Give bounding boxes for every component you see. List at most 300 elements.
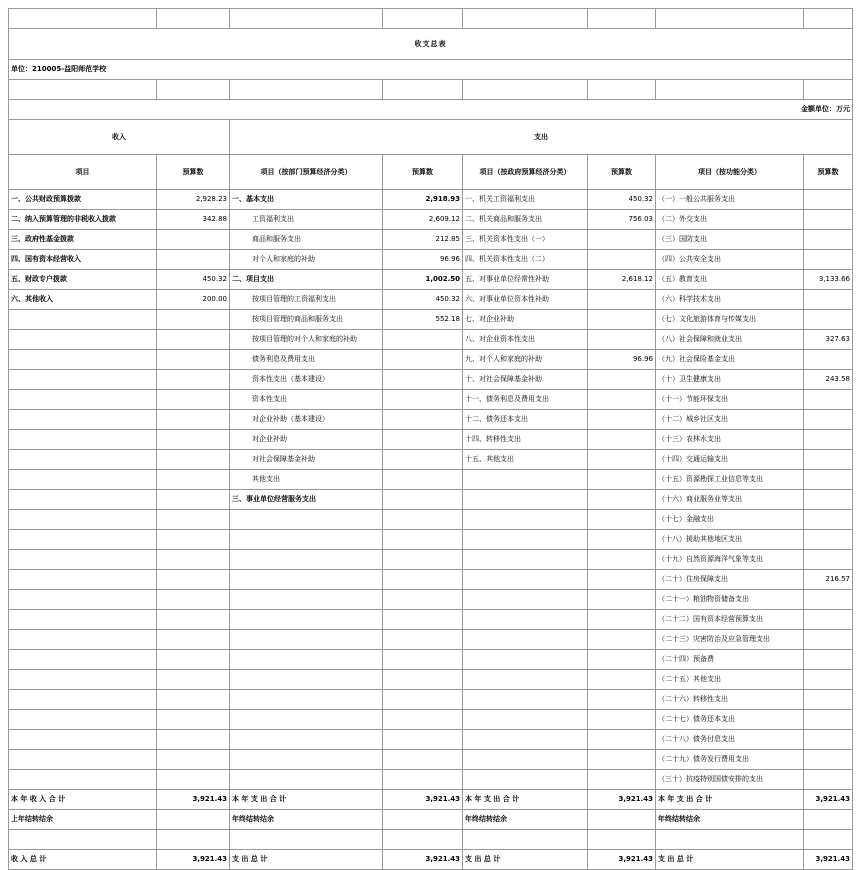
gov-item — [463, 730, 588, 750]
dept-budget — [383, 370, 463, 390]
col-header-gov-budget: 预算数 — [588, 155, 656, 190]
gov-budget — [588, 330, 656, 350]
income-budget — [157, 650, 230, 670]
gov-item: 九、对个人和家庭的补助 — [463, 350, 588, 370]
dept-budget — [383, 650, 463, 670]
income-budget — [157, 390, 230, 410]
dept-budget — [383, 450, 463, 470]
gov-budget — [588, 290, 656, 310]
income-item — [9, 470, 157, 490]
table-row — [9, 230, 853, 250]
gov-item: 五、对事业单位经常性补助 — [463, 270, 588, 290]
income-item — [9, 590, 157, 610]
table-row — [9, 610, 853, 630]
col-header-func-item: 项目（按功能分类） — [656, 155, 804, 190]
dept-budget — [383, 530, 463, 550]
gov-budget — [588, 430, 656, 450]
income-item — [9, 510, 157, 530]
table-row — [9, 390, 853, 410]
table-row — [9, 410, 853, 430]
income-item: 三、政府性基金拨款 — [9, 230, 157, 250]
gov-budget — [588, 490, 656, 510]
expense-total-label-gov: 本 年 支 出 合 计 — [463, 790, 588, 810]
func-item: （四）公共安全支出 — [656, 250, 804, 270]
gov-item — [463, 670, 588, 690]
table-row — [9, 690, 853, 710]
expense-carry-label-dept: 年终结转结余 — [230, 810, 383, 830]
income-budget: 200.00 — [157, 290, 230, 310]
table-row — [9, 370, 853, 390]
gov-item: 八、对企业资本性支出 — [463, 330, 588, 350]
income-budget — [157, 770, 230, 790]
dept-budget — [383, 750, 463, 770]
func-item: （二十五）其他支出 — [656, 670, 804, 690]
func-item: （七）文化旅游体育与传媒支出 — [656, 310, 804, 330]
income-budget — [157, 570, 230, 590]
col-header-income-budget: 预算数 — [157, 155, 230, 190]
func-item: （十七）金融支出 — [656, 510, 804, 530]
func-item: （十二）城乡社区支出 — [656, 410, 804, 430]
expense-total-label-dept: 本 年 支 出 合 计 — [230, 790, 383, 810]
func-item: （二十）住房保障支出 — [656, 570, 804, 590]
expense-carry-label-func: 年终结转结余 — [656, 810, 804, 830]
table-row — [9, 450, 853, 470]
gov-item: 三、机关资本性支出（一） — [463, 230, 588, 250]
table-row — [9, 350, 853, 370]
dept-budget: 212.85 — [383, 230, 463, 250]
income-budget — [157, 750, 230, 770]
dept-item — [230, 670, 383, 690]
table-row — [9, 270, 853, 290]
func-budget — [804, 210, 853, 230]
table-row — [9, 730, 853, 750]
func-budget — [804, 450, 853, 470]
grand-total-row — [9, 850, 853, 870]
func-item: （五）教育支出 — [656, 270, 804, 290]
gov-item: 十四、转移性支出 — [463, 430, 588, 450]
income-item: 四、国有资本经营收入 — [9, 250, 157, 270]
table-row — [9, 430, 853, 450]
dept-budget: 96.96 — [383, 250, 463, 270]
gov-budget — [588, 650, 656, 670]
gov-budget — [588, 690, 656, 710]
func-item: （二十三）灾害防治及应急管理支出 — [656, 630, 804, 650]
income-item: 一、公共财政预算拨款 — [9, 190, 157, 210]
dept-item — [230, 770, 383, 790]
func-item: （三）国防支出 — [656, 230, 804, 250]
expense-grand-value-func: 3,921.43 — [804, 850, 853, 870]
gov-item — [463, 490, 588, 510]
dept-item — [230, 630, 383, 650]
gov-item: 十五、其他支出 — [463, 450, 588, 470]
func-item: （十四）交通运输支出 — [656, 450, 804, 470]
income-item — [9, 650, 157, 670]
gov-budget — [588, 510, 656, 530]
expense-total-value-dept: 3,921.43 — [383, 790, 463, 810]
gov-budget — [588, 310, 656, 330]
func-budget — [804, 350, 853, 370]
gov-budget — [588, 570, 656, 590]
func-budget — [804, 230, 853, 250]
func-budget — [804, 250, 853, 270]
dept-budget — [383, 430, 463, 450]
income-item — [9, 450, 157, 470]
func-item: （二十七）债务还本支出 — [656, 710, 804, 730]
func-budget — [804, 430, 853, 450]
income-item — [9, 610, 157, 630]
income-item — [9, 490, 157, 510]
carryover-row — [9, 810, 853, 830]
dept-item: 资本性支出（基本建设） — [230, 370, 383, 390]
func-budget — [804, 730, 853, 750]
gov-item — [463, 530, 588, 550]
income-item — [9, 630, 157, 650]
gov-item — [463, 650, 588, 670]
income-carry-label: 上年结转结余 — [9, 810, 157, 830]
income-item — [9, 690, 157, 710]
top-stub-row — [9, 9, 853, 29]
dept-budget — [383, 390, 463, 410]
dept-item: 工资福利支出 — [230, 210, 383, 230]
dept-item — [230, 610, 383, 630]
table-row — [9, 550, 853, 570]
func-budget — [804, 490, 853, 510]
income-item — [9, 390, 157, 410]
gov-budget — [588, 730, 656, 750]
income-item — [9, 530, 157, 550]
expense-grand-label-func: 支 出 总 计 — [656, 850, 804, 870]
func-item: （十九）自然资源海洋气象等支出 — [656, 550, 804, 570]
dept-item — [230, 510, 383, 530]
func-budget — [804, 650, 853, 670]
expense-total-label-func: 本 年 支 出 合 计 — [656, 790, 804, 810]
income-item — [9, 770, 157, 790]
dept-budget: 552.18 — [383, 310, 463, 330]
func-budget: 3,133.66 — [804, 270, 853, 290]
func-item: （二十四）预备费 — [656, 650, 804, 670]
func-item: （十三）农林水支出 — [656, 430, 804, 450]
func-budget — [804, 510, 853, 530]
table-row — [9, 530, 853, 550]
income-budget — [157, 450, 230, 470]
gov-budget — [588, 390, 656, 410]
gov-budget: 756.03 — [588, 210, 656, 230]
gov-item — [463, 610, 588, 630]
income-total-label: 本 年 收 入 合 计 — [9, 790, 157, 810]
func-budget — [804, 750, 853, 770]
gov-item: 二、机关商品和服务支出 — [463, 210, 588, 230]
gov-budget — [588, 470, 656, 490]
dept-item — [230, 530, 383, 550]
gov-item: 一、机关工资福利支出 — [463, 190, 588, 210]
dept-budget — [383, 610, 463, 630]
dept-item — [230, 690, 383, 710]
gov-budget — [588, 670, 656, 690]
gov-item: 十、对社会保障基金补助 — [463, 370, 588, 390]
income-budget — [157, 470, 230, 490]
gov-budget — [588, 230, 656, 250]
gov-item: 七、对企业补助 — [463, 310, 588, 330]
income-item — [9, 710, 157, 730]
income-budget — [157, 630, 230, 650]
func-item: （二十六）转移性支出 — [656, 690, 804, 710]
expense-grand-label-dept: 支 出 总 计 — [230, 850, 383, 870]
gov-item: 六、对事业单位资本性补助 — [463, 290, 588, 310]
dept-budget — [383, 410, 463, 430]
gov-budget — [588, 610, 656, 630]
dept-budget — [383, 470, 463, 490]
gov-item: 四、机关资本性支出（二） — [463, 250, 588, 270]
table-row — [9, 210, 853, 230]
dept-item: 对企业补助 — [230, 430, 383, 450]
dept-item: 其他支出 — [230, 470, 383, 490]
gov-budget — [588, 370, 656, 390]
amount-unit-label: 金额单位：万元 — [9, 100, 853, 120]
table-row — [9, 770, 853, 790]
func-budget — [804, 290, 853, 310]
gov-budget — [588, 250, 656, 270]
func-item: （十五）资源勘探工业信息等支出 — [656, 470, 804, 490]
dept-item: 一、基本支出 — [230, 190, 383, 210]
dept-item — [230, 710, 383, 730]
gov-item: 十一、债务利息及费用支出 — [463, 390, 588, 410]
func-budget — [804, 410, 853, 430]
func-item: （九）社会保险基金支出 — [656, 350, 804, 370]
expense-carry-label-gov: 年终结转结余 — [463, 810, 588, 830]
dept-budget — [383, 550, 463, 570]
page-title: 收支总表 — [9, 29, 853, 60]
func-budget — [804, 630, 853, 650]
dept-item: 按项目管理的工资福利支出 — [230, 290, 383, 310]
income-item — [9, 370, 157, 390]
func-budget — [804, 530, 853, 550]
income-budget — [157, 250, 230, 270]
income-budget — [157, 330, 230, 350]
table-row — [9, 290, 853, 310]
gov-budget — [588, 410, 656, 430]
gov-item — [463, 590, 588, 610]
dept-item: 按项目管理的商品和服务支出 — [230, 310, 383, 330]
expense-total-value-func: 3,921.43 — [804, 790, 853, 810]
gov-item — [463, 550, 588, 570]
func-budget — [804, 610, 853, 630]
income-item: 二、纳入预算管理的非税收入拨款 — [9, 210, 157, 230]
table-row — [9, 470, 853, 490]
dept-item: 商品和服务支出 — [230, 230, 383, 250]
income-item — [9, 350, 157, 370]
gov-item — [463, 710, 588, 730]
income-grand-label: 收 入 总 计 — [9, 850, 157, 870]
gov-budget — [588, 590, 656, 610]
income-budget — [157, 430, 230, 450]
func-item: （二十二）国有资本经营预算支出 — [656, 610, 804, 630]
func-budget — [804, 590, 853, 610]
func-budget — [804, 670, 853, 690]
func-budget — [804, 390, 853, 410]
income-item — [9, 570, 157, 590]
gov-item — [463, 630, 588, 650]
income-budget — [157, 510, 230, 530]
col-header-gov-item: 项目（按政府预算经济分类） — [463, 155, 588, 190]
gov-budget — [588, 750, 656, 770]
dept-budget: 2,609.12 — [383, 210, 463, 230]
dept-item — [230, 730, 383, 750]
income-budget: 2,928.23 — [157, 190, 230, 210]
func-item: （三十）抗疫特别国债安排的支出 — [656, 770, 804, 790]
budget-summary-table — [8, 8, 853, 870]
table-row — [9, 190, 853, 210]
col-header-dept-item: 项目（按部门预算经济分类） — [230, 155, 383, 190]
func-item: （十六）商业服务业等支出 — [656, 490, 804, 510]
income-item — [9, 310, 157, 330]
gov-item — [463, 690, 588, 710]
col-header-func-budget: 预算数 — [804, 155, 853, 190]
dept-budget — [383, 570, 463, 590]
income-header: 收入 — [9, 120, 230, 155]
unit-label: 单位：210005-益阳师范学校 — [9, 60, 853, 80]
dept-budget — [383, 710, 463, 730]
dept-budget — [383, 730, 463, 750]
func-item: （一）一般公共服务支出 — [656, 190, 804, 210]
func-budget — [804, 470, 853, 490]
table-row — [9, 650, 853, 670]
income-item — [9, 330, 157, 350]
func-item: （十八）援助其他地区支出 — [656, 530, 804, 550]
dept-item — [230, 650, 383, 670]
table-row — [9, 630, 853, 650]
income-item — [9, 750, 157, 770]
func-budget: 216.57 — [804, 570, 853, 590]
income-item: 六、其他收入 — [9, 290, 157, 310]
income-budget — [157, 530, 230, 550]
dept-budget — [383, 590, 463, 610]
func-budget — [804, 690, 853, 710]
func-item: （二）外交支出 — [656, 210, 804, 230]
func-budget — [804, 770, 853, 790]
income-item — [9, 550, 157, 570]
income-budget — [157, 590, 230, 610]
gov-item: 十二、债务还本支出 — [463, 410, 588, 430]
income-budget — [157, 610, 230, 630]
income-budget: 450.32 — [157, 270, 230, 290]
dept-item — [230, 590, 383, 610]
dept-budget — [383, 510, 463, 530]
gov-item — [463, 570, 588, 590]
dept-budget: 1,002.50 — [383, 270, 463, 290]
income-budget — [157, 550, 230, 570]
gov-budget — [588, 710, 656, 730]
income-budget — [157, 730, 230, 750]
income-budget — [157, 410, 230, 430]
expense-grand-value-dept: 3,921.43 — [383, 850, 463, 870]
spacer-row — [9, 80, 853, 100]
dept-item: 对社会保障基金补助 — [230, 450, 383, 470]
func-item: （二十八）债务付息支出 — [656, 730, 804, 750]
gov-budget: 450.32 — [588, 190, 656, 210]
func-item: （二十九）债务发行费用支出 — [656, 750, 804, 770]
col-header-income-item: 项目 — [9, 155, 157, 190]
income-budget — [157, 350, 230, 370]
dept-budget — [383, 330, 463, 350]
func-budget — [804, 550, 853, 570]
dept-budget: 2,918.93 — [383, 190, 463, 210]
income-budget — [157, 310, 230, 330]
table-row — [9, 510, 853, 530]
table-row — [9, 490, 853, 510]
expense-header: 支出 — [230, 120, 853, 155]
dept-budget: 450.32 — [383, 290, 463, 310]
income-total-value: 3,921.43 — [157, 790, 230, 810]
expense-grand-label-gov: 支 出 总 计 — [463, 850, 588, 870]
expense-total-value-gov: 3,921.43 — [588, 790, 656, 810]
func-budget: 243.58 — [804, 370, 853, 390]
dept-budget — [383, 350, 463, 370]
gov-budget — [588, 530, 656, 550]
dept-item: 按项目管理的对个人和家庭的补助 — [230, 330, 383, 350]
col-header-dept-budget: 预算数 — [383, 155, 463, 190]
blank-row — [9, 830, 853, 850]
income-budget — [157, 370, 230, 390]
dept-budget — [383, 770, 463, 790]
dept-budget — [383, 670, 463, 690]
income-budget: 342.88 — [157, 210, 230, 230]
gov-item — [463, 510, 588, 530]
dept-budget — [383, 490, 463, 510]
dept-budget — [383, 630, 463, 650]
table-row — [9, 570, 853, 590]
gov-item — [463, 750, 588, 770]
gov-budget — [588, 630, 656, 650]
dept-item — [230, 550, 383, 570]
dept-item: 资本性支出 — [230, 390, 383, 410]
gov-budget — [588, 450, 656, 470]
income-budget — [157, 690, 230, 710]
func-item: （六）科学技术支出 — [656, 290, 804, 310]
func-budget — [804, 190, 853, 210]
income-budget — [157, 710, 230, 730]
dept-item: 对个人和家庭的补助 — [230, 250, 383, 270]
gov-item — [463, 470, 588, 490]
income-budget — [157, 670, 230, 690]
table-row — [9, 310, 853, 330]
income-item — [9, 430, 157, 450]
total-row — [9, 790, 853, 810]
dept-item: 三、事业单位经营服务支出 — [230, 490, 383, 510]
income-item: 五、财政专户拨款 — [9, 270, 157, 290]
func-item: （二十一）粮油物资储备支出 — [656, 590, 804, 610]
func-item: （八）社会保障和就业支出 — [656, 330, 804, 350]
table-row — [9, 670, 853, 690]
gov-item — [463, 770, 588, 790]
dept-item — [230, 750, 383, 770]
dept-item: 二、项目支出 — [230, 270, 383, 290]
income-item — [9, 410, 157, 430]
func-item: （十）卫生健康支出 — [656, 370, 804, 390]
func-budget: 327.63 — [804, 330, 853, 350]
income-budget — [157, 230, 230, 250]
table-row — [9, 750, 853, 770]
table-row — [9, 250, 853, 270]
func-budget — [804, 310, 853, 330]
gov-budget — [588, 770, 656, 790]
gov-budget: 96.96 — [588, 350, 656, 370]
expense-grand-value-gov: 3,921.43 — [588, 850, 656, 870]
table-row — [9, 330, 853, 350]
income-budget — [157, 490, 230, 510]
dept-item — [230, 570, 383, 590]
table-row — [9, 590, 853, 610]
gov-budget: 2,618.12 — [588, 270, 656, 290]
